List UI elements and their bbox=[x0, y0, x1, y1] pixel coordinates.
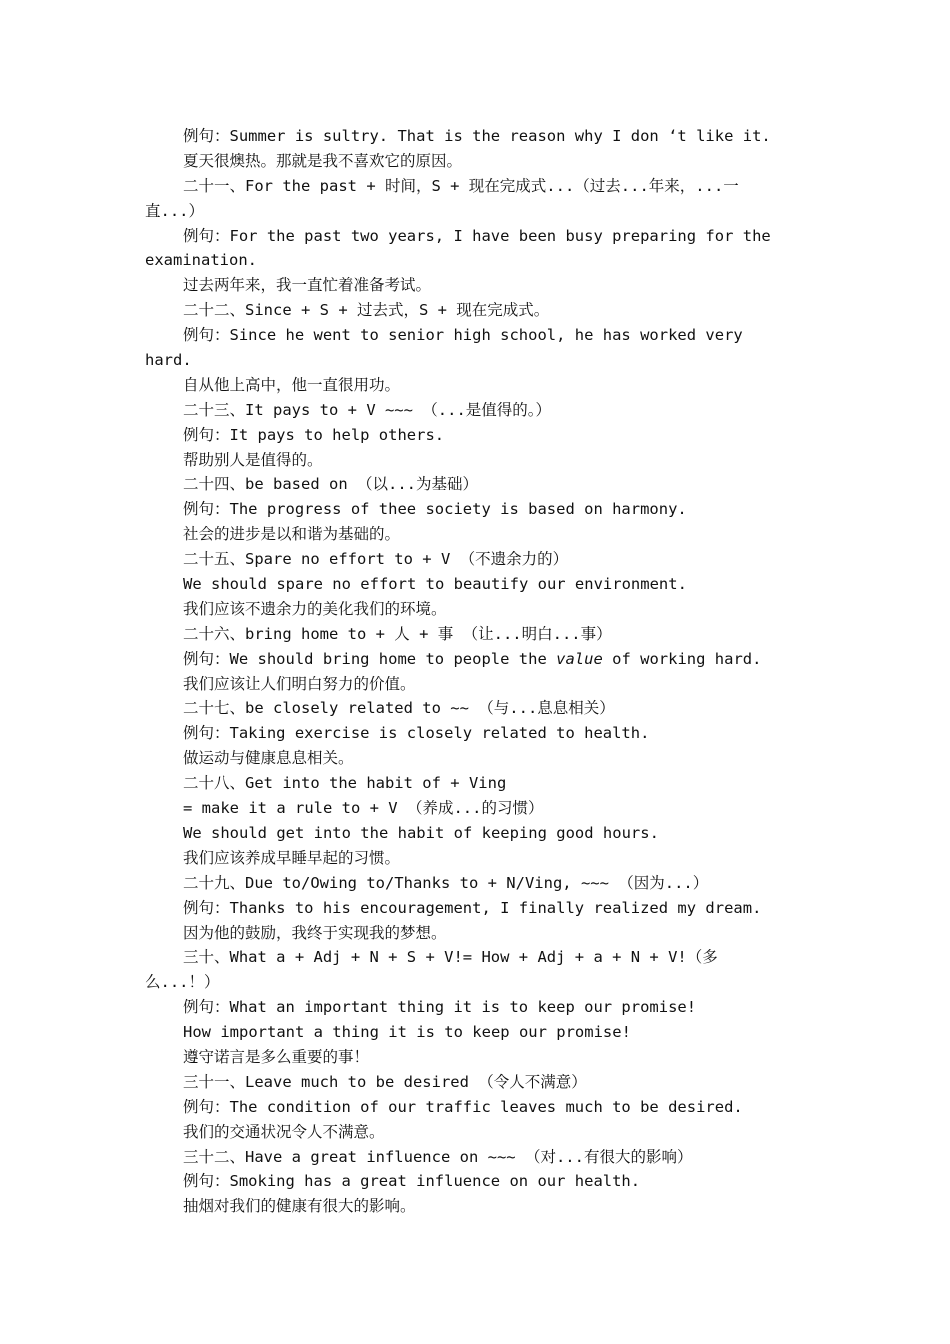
text-line bbox=[145, 647, 815, 672]
text-line: 二十八、Get into the habit of + Ving bbox=[183, 774, 507, 793]
text-line: 过去两年来，我一直忙着准备考试。 bbox=[183, 276, 432, 295]
text-line: 遵守诺言是多么重要的事！ bbox=[183, 1047, 370, 1066]
text-line: 我们应该让人们明白努力的价值。 bbox=[183, 674, 416, 693]
text-line: 社会的进步是以和谐为基础的。 bbox=[183, 525, 401, 544]
italic-word: value bbox=[556, 649, 603, 668]
text-line: 因为他的鼓励，我终于实现我的梦想。 bbox=[183, 923, 447, 942]
text-line: 二十五、Spare no effort to + V （不遗余力的） bbox=[183, 550, 569, 569]
text-line: 直...） bbox=[145, 201, 204, 220]
text-line: 帮助别人是值得的。 bbox=[183, 450, 323, 469]
text-line: 夏天很燠热。那就是我不喜欢它的原因。 bbox=[183, 151, 463, 170]
text-line: 三十、What a + Adj + N + S + V!= How + Adj + a + N + V!（多 bbox=[183, 948, 718, 967]
text-line: hard. bbox=[145, 351, 192, 370]
text-line: 例句：Since he went to senior high school, he has worked very bbox=[183, 326, 743, 345]
text-line: 例句：What an important thing it is to keep our promise! bbox=[183, 998, 697, 1017]
text-line: 例句：Smoking has a great influence on our health. bbox=[183, 1172, 641, 1191]
text-line: 二十四、be based on （以...为基础） bbox=[183, 475, 478, 494]
text-line: 二十三、It pays to + V ~~~ （...是值得的。） bbox=[183, 400, 552, 419]
text-line: 二十七、be closely related to ~~ （与...息息相关） bbox=[183, 699, 615, 718]
text-line: 二十一、For the past + 时间，S + 现在完成式...（过去...年来，...一 bbox=[183, 176, 739, 195]
text-segment: 例句：We should bring home to people the bbox=[183, 649, 557, 668]
document-body bbox=[145, 124, 815, 1219]
text-line: 抽烟对我们的健康有很大的影响。 bbox=[183, 1197, 416, 1216]
text-line: 三十二、Have a great influence on ~~~ （对...有很大的影响） bbox=[183, 1147, 693, 1166]
text-line: How important a thing it is to keep our promise! bbox=[183, 1023, 631, 1042]
text-line: We should get into the habit of keeping good hours. bbox=[183, 823, 659, 842]
text-segment: of working hard. bbox=[602, 649, 762, 668]
text-line: 二十六、bring home to + 人 + 事 （让...明白...事） bbox=[183, 624, 612, 643]
text-line: = make it a rule to + V （养成...的习惯） bbox=[183, 799, 544, 818]
text-line: 例句：Taking exercise is closely related to health. bbox=[183, 724, 650, 743]
text-line: 我们应该养成早睡早起的习惯。 bbox=[183, 848, 401, 867]
text-line: 我们应该不遗余力的美化我们的环境。 bbox=[183, 599, 447, 618]
text-line: 例句：The progress of thee society is based on harmony. bbox=[183, 500, 687, 519]
text-line: 二十九、Due to/Owing to/Thanks to + N/Ving, ~~~ （因为...） bbox=[183, 873, 709, 892]
text-line: 例句：The condition of our traffic leaves much to be desired. bbox=[183, 1097, 743, 1116]
text-line: 三十一、Leave much to be desired （令人不满意） bbox=[183, 1072, 587, 1091]
text-line: 例句：For the past two years, I have been busy preparing for the bbox=[183, 226, 771, 245]
text-line: We should spare no effort to beautify our environment. bbox=[183, 575, 687, 594]
text-line: examination. bbox=[145, 251, 257, 270]
text-line: 做运动与健康息息相关。 bbox=[183, 749, 354, 768]
text-line: 二十二、Since + S + 过去式，S + 现在完成式。 bbox=[183, 301, 550, 320]
text-line: 自从他上高中，他一直很用功。 bbox=[183, 375, 401, 394]
text-line: 例句：Thanks to his encouragement, I finally realized my dream. bbox=[183, 898, 762, 917]
text-line: 我们的交通状况令人不满意。 bbox=[183, 1122, 385, 1141]
text-line: 例句：Summer is sultry. That is the reason why I don ‘t like it. bbox=[183, 127, 771, 145]
text-line: 例句：It pays to help others. bbox=[183, 425, 445, 444]
text-line: 么...！） bbox=[145, 973, 220, 992]
